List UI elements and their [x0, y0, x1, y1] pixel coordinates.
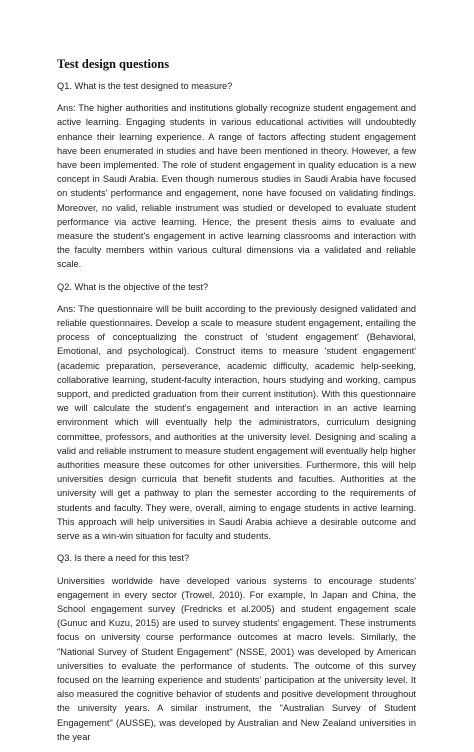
answer-3: Universities worldwide have developed various systems to encourage students' engagement in every sector (Trowel, 2010). For example, In Japan and China, the School engagement survey (Fredricks et al.2005) and student engagement scale (Gunuc and Kuzu, 2015) are used to survey students' engagement. These instruments focus on university course performance outcomes at macro levels. Similarly, the "National Survey of Student Engagement" (NSSE, 2001) was developed by American universities to evaluate the performance of students. The outcome of this survey focused on the learning experience and students' participation at the university level. It also measured the cognitive behavior of students and positive development throughout the university years. A similar instrument, the "Australian Survey of Student Engagement" (AUSSE), was developed by Australian and New Zealand universities in the year: [57, 575, 416, 742]
answer-1: Ans: The higher authorities and institutions globally recognize student engagement and active learning. Engaging students in various educational activities will undoubtedly enhance their learning experience. A range of factors affecting student engagement have been enumerated in studies and have been mentioned in theory. However, a few have been implemented. The role of student engagement in quality education is a new concept in Saudi Arabia. Even though numerous studies in Saudi Arabia have focused on students' performance and engagement, none have focused on validating findings. Moreover, no valid, reliable instrument was studied or developed to evaluate student performance via active learning. Hence, the present thesis aims to evaluate and measure the student's engagement in active learning classrooms and interaction with the faculty members within various cultural dimensions via a validated and reliable scale.: [57, 103, 416, 270]
document-title: Test design questions: [57, 57, 170, 71]
document-body: [57, 56, 416, 752]
answer-2: Ans: The questionnaire will be built according to the previously designed validated and reliable questionnaires. Develop a scale to measure student engagement, entailing the process of conceptualizing the construct of 'student engagement' (Behavioral, Emotional, and psychological). Construct items to measure 'student engagement' (academic preparation, perseverance, academic difficulty, academic help-seeking, collaborative learning, student-faculty interaction, hours studying and working, campus support, and predicted graduation from their current institution). With this questionnaire we will calculate the student's engagement and interaction in an active learning environment which will eventually help the administrators, curriculum designing committee, professors, and authorities at the university level. Designing and scaling a valid and reliable instrument to measure student engagement will eventually help higher authorities measure these outcomes for other universities. Furthermore, this will help universities design curricula that benefit students and faculties. Authorities at the university will get a pathway to plan the semester according to the requirements of students and faculty. They were, overall, aiming to engage students in active learning. This approach will help universities in Saudi Arabia achieve a desirable outcome and serve as a win-win situation for faculty and students.: [57, 303, 416, 542]
question-3: Q3. Is there a need for this test?: [57, 553, 190, 564]
question-1: Q1. What is the test designed to measure?: [57, 81, 233, 91]
question-2: Q2. What is the objective of the test?: [57, 281, 209, 292]
